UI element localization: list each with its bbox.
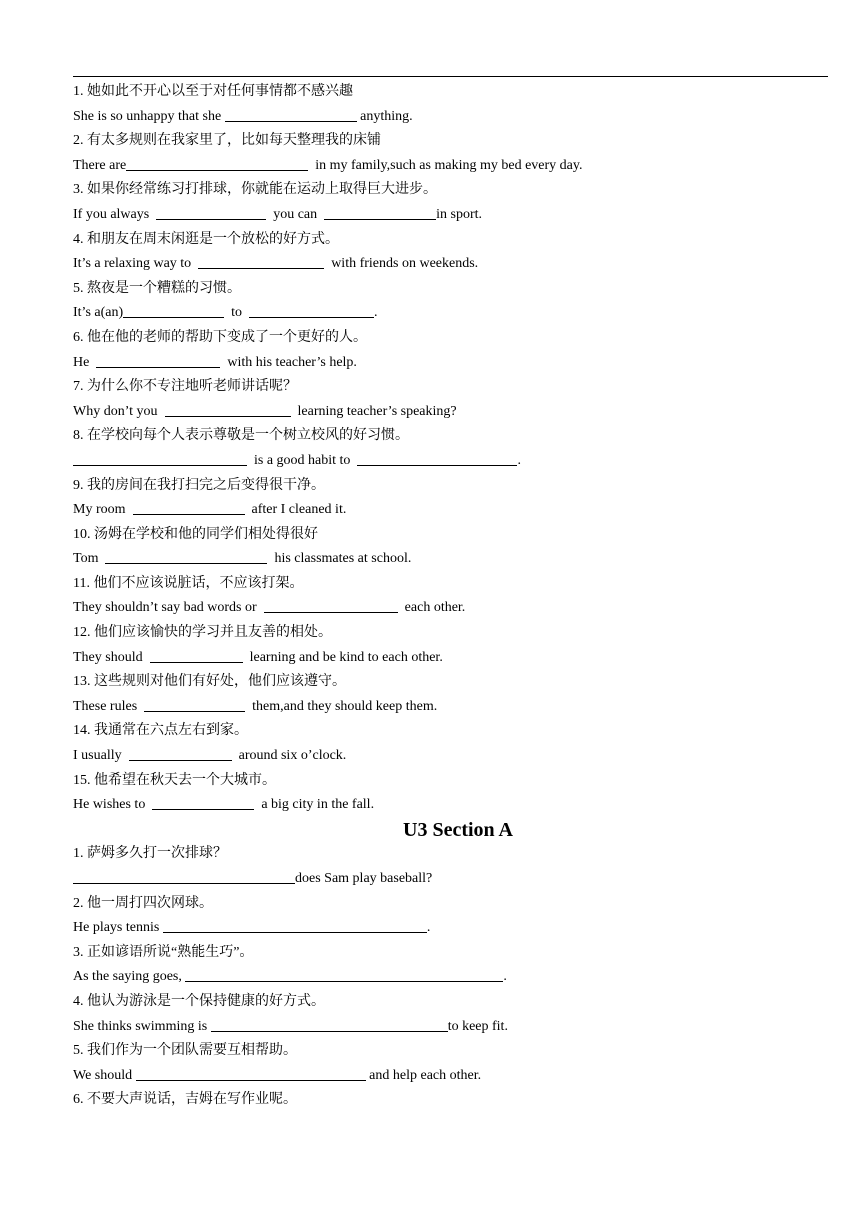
answer-blank[interactable] [165,401,291,417]
question-7-en: Why don’t you learning teacher’s speaking? [73,400,833,425]
answer-blank[interactable] [96,352,220,368]
section2-question-3-en: As the saying goes, . [73,965,833,990]
section2-question-3-zh: 3. 正如谚语所说“熟能生巧”。 [73,944,254,960]
answer-blank[interactable] [73,450,247,466]
answer-blank[interactable] [211,1016,448,1032]
question-6-zh: 6. 他在他的老师的帮助下变成了一个更好的人。 [73,329,367,345]
question-11-en: They shouldn’t say bad words or each other. [73,596,833,621]
section2-question-2-en: He plays tennis . [73,916,833,941]
answer-blank[interactable] [249,302,374,318]
answer-blank[interactable] [264,597,398,613]
question-8-zh: 8. 在学校向每个人表示尊敬是一个树立校风的好习惯。 [73,428,409,444]
answer-blank[interactable] [150,647,243,663]
question-3-en: If you always you can in sport. [73,203,833,228]
answer-blank[interactable] [136,1065,366,1081]
question-9-zh: 9. 我的房间在我打扫完之后变得很干净。 [73,477,325,493]
answer-blank[interactable] [198,253,324,269]
answer-blank[interactable] [185,966,503,982]
section2-question-2-zh: 2. 他一周打四次网球。 [73,895,213,911]
question-10-en: Tom his classmates at school. [73,547,833,572]
answer-blank[interactable] [105,548,267,564]
section2-question-5-zh: 5. 我们作为一个团队需要互相帮助。 [73,1043,297,1059]
question-12-zh: 12. 他们应该愉快的学习并且友善的相处。 [73,625,332,641]
question-1-en: She is so unhappy that she anything. [73,105,833,130]
question-1-zh: 1. 她如此不开心以至于对任何事情都不感兴趣 [73,84,353,99]
question-13-en: These rules them,and they should keep them. [73,695,833,720]
section2-question-4-zh: 4. 他认为游泳是一个保持健康的好方式。 [73,993,325,1009]
section2-question-1-zh: 1. 萨姆多久打一次排球？ [73,846,227,862]
question-4-en: It’s a relaxing way to with friends on weekends. [73,252,833,277]
answer-blank[interactable] [152,794,254,810]
answer-blank[interactable] [126,155,308,171]
answer-blank[interactable] [73,868,295,884]
question-4-zh: 4. 和朋友在周末闲逛是一个放松的好方式。 [73,231,339,247]
section2-question-4-en: She thinks swimming is to keep fit. [73,1015,833,1040]
answer-blank[interactable] [357,450,517,466]
question-2-zh: 2. 有太多规则在我家里了，比如每天整理我的床铺 [73,133,381,149]
question-10-zh: 10. 汤姆在学校和他的同学们相处得很好 [73,526,318,542]
answer-blank[interactable] [144,696,245,712]
question-11-zh: 11. 他们不应该说脏话，不应该打架。 [73,575,304,591]
section2-question-1-en: does Sam play baseball? [73,867,833,892]
section2-question-5-en: We should and help each other. [73,1064,833,1089]
question-13-zh: 13. 这些规则对他们有好处，他们应该遵守。 [73,674,346,690]
answer-blank[interactable] [129,745,232,761]
answer-blank[interactable] [324,204,436,220]
worksheet-content [73,80,833,1113]
question-5-en: It’s a(an) to . [73,301,833,326]
section2-question-6-zh: 6. 不要大声说话，吉姆在写作业呢。 [73,1092,297,1108]
section-heading: U3 Section A [403,818,513,841]
question-12-en: They should learning and be kind to each other. [73,646,833,671]
question-2-en: There are in my family,such as making my bed every day. [73,154,833,179]
answer-blank[interactable] [163,917,427,933]
question-6-en: He with his teacher’s help. [73,351,833,376]
question-14-zh: 14. 我通常在六点左右到家。 [73,723,248,739]
question-8-en: is a good habit to . [73,449,833,474]
question-15-en: He wishes to a big city in the fall. [73,793,833,818]
question-3-zh: 3. 如果你经常练习打排球，你就能在运动上取得巨大进步。 [73,182,437,198]
answer-blank[interactable] [225,106,357,122]
header-rule [73,76,828,77]
question-7-zh: 7. 为什么你不专注地听老师讲话呢？ [73,379,297,395]
answer-blank[interactable] [123,302,224,318]
answer-blank[interactable] [133,499,245,515]
question-14-en: I usually around six o’clock. [73,744,833,769]
question-5-zh: 5. 熬夜是一个糟糕的习惯。 [73,280,241,296]
question-15-zh: 15. 他希望在秋天去一个大城市。 [73,772,276,788]
answer-blank[interactable] [156,204,266,220]
question-9-en: My room after I cleaned it. [73,498,833,523]
